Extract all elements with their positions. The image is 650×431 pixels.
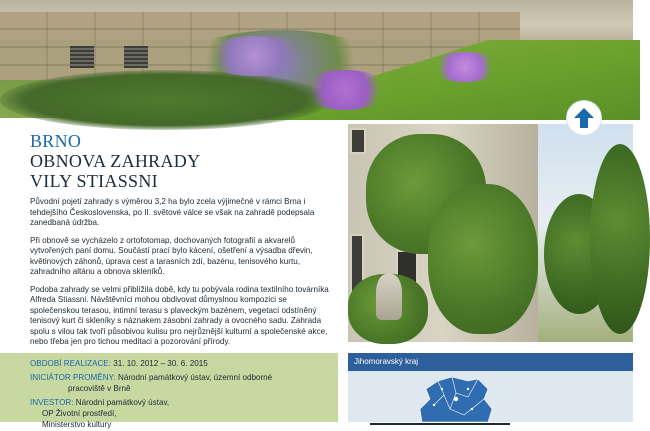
investor-value-line2: OP Životní prostředí,: [42, 409, 117, 418]
stone-urn: [376, 274, 402, 320]
shrubs: [0, 70, 330, 130]
initiator-label: INICIÁTOR PROMĚNY:: [30, 373, 116, 382]
investor-label: INVESTOR:: [30, 398, 74, 407]
title-line-2: VILY STIASSNI: [30, 171, 158, 191]
period-row: [30, 359, 330, 370]
flower-cluster: [300, 70, 390, 110]
paragraph: Při obnově se vycházelo z ortofotomap, dochovaných fotografií a akvarelů vytvořených paní domu. Součástí prací bylo kácení, ošetření a výsadba dřevin, květinových záhonů, úprava cest a tarasních zdí, bazénu, tenisového kurtu, zahradního altánu a obnova skleníků.: [30, 235, 313, 276]
vent: [70, 46, 94, 68]
window: [350, 128, 366, 154]
city-name: BRNO: [30, 131, 82, 151]
flower-cluster: [200, 36, 310, 76]
period-label: OBDOBÍ REALIZACE:: [30, 359, 111, 368]
article-title: [30, 131, 335, 191]
period-value: 31. 10. 2012 – 30. 6. 2015: [113, 359, 208, 368]
investor-value: Národní památkový ústav,: [75, 398, 170, 407]
investor-row: [30, 398, 330, 409]
region-name: Jihomoravský kraj: [348, 353, 633, 371]
vent: [124, 46, 148, 68]
garden-photo: [0, 0, 633, 118]
investor-value-line3: Ministerstvo kultury: [42, 420, 112, 429]
villa-photo: [348, 124, 633, 342]
paragraph: Původní pojetí zahrady s výměrou 3,2 ha bylo zcela výjimečné v rámci Brna i tehdejšího Československa, po II. světové válce se však na zahradě podepsala zanedbaná údržba.: [30, 197, 315, 227]
region-map-shape: [412, 375, 512, 422]
tree: [590, 144, 650, 334]
paragraph: Podoba zahrady se velmi přiblížila době, kdy tu pobývala rodina textilního továrníka Alfreda Stiassni. Návštěvníci mohou obdivovat důmyslnou kompozici se společenskou terasou, intimní terasu s plaveckým bazénem, vegetací odstíněný tenisový kurt či skleníky s náznakem zásobní zahrady a ovocného sadu. Zahrada spolu s vilou tak tvoří působivou kulisu pro nejrůznější kulturní a společenské akce, nebo třeba jen pro tichou meditaci a pozorování přírody.: [30, 284, 329, 346]
initiator-row: [30, 373, 330, 384]
region-map: [348, 353, 633, 422]
ivy: [428, 184, 538, 334]
arrow-up-icon[interactable]: [566, 100, 602, 136]
title-line-1: OBNOVA ZAHRADY: [30, 151, 201, 171]
initiator-value: Národní památkový ústav, územní odborné: [118, 373, 273, 382]
project-info: [0, 353, 338, 429]
map-legend-line: [370, 423, 510, 425]
flower-cluster: [430, 52, 500, 82]
initiator-value-line2: pracoviště v Brně: [68, 384, 131, 393]
article-body: [30, 197, 338, 355]
